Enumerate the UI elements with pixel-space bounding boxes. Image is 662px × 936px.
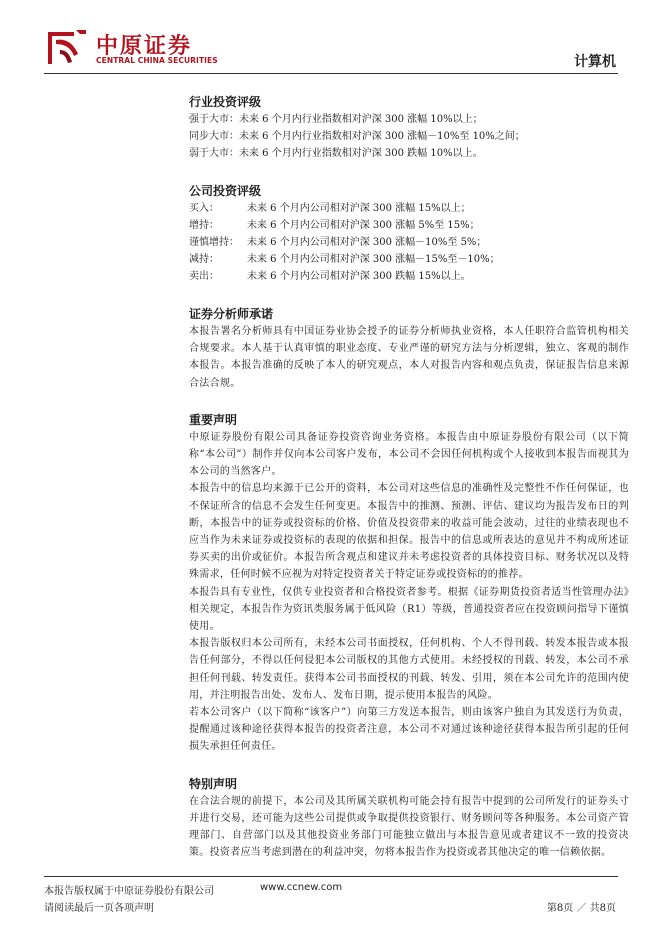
report-category: 计算机 bbox=[574, 54, 616, 70]
main-content bbox=[189, 93, 629, 861]
rating-row bbox=[189, 111, 629, 128]
rating-row bbox=[189, 217, 629, 234]
paragraph: 本报告版权归本公司所有，未经本公司书面授权，任何机构、个人不得刊载、转发本报告或本报告任何部分，不得以任何侵犯本公司版权的其他方式使用。未经授权的刊载、转发，本公司不承担任何刊载、转发责任。获得本公司书面授权的刊载、转发、引用，须在本公司允许的范围内使用，并注明报告出处、发布人、发布日期，提示使用本报告的风险。 bbox=[189, 638, 629, 701]
company-rating-section bbox=[189, 182, 629, 285]
logo-text-en: CENTRAL CHINA SECURITIES bbox=[96, 56, 218, 65]
rating-row bbox=[189, 200, 629, 217]
rating-desc: 未来 6 个月内行业指数相对沪深 300 涨幅－10%至 10%之间； bbox=[239, 131, 525, 142]
paragraph: 本报告具有专业性，仅供专业投资者和合格投资者参考。根据《证券期货投资者适当性管理办法》相关规定，本报告作为资讯类服务属于低风险（R1）等级，普通投资者应在投资顾问指导下谨慎使用。 bbox=[189, 586, 629, 633]
rating-term: 增持： bbox=[189, 220, 219, 231]
rating-desc: 未来 6 个月内公司相对沪深 300 涨幅－10%至 5%； bbox=[247, 237, 487, 248]
company-logo-icon bbox=[44, 26, 90, 66]
footer-copyright: 本报告版权属于中原证券股份有限公司 bbox=[44, 886, 214, 897]
section-title: 证券分析师承诺 bbox=[189, 307, 274, 321]
rating-desc: 未来 6 个月内公司相对沪深 300 涨幅 15%以上； bbox=[247, 203, 471, 214]
paragraph: 在合法合规的前提下，本公司及其所属关联机构可能会持有报告中提到的公司所发行的证券头寸并进行交易，还可能为这些公司提供或争取提供投资银行、财务顾问等各种服务。本公司资产管理部门、自营部门以及其他投资业务部门可能独立做出与本报告意见或者建议不一致的投资决策。投资者应当考虑到潜在的利益冲突，勿将本报告作为投资或者其他决定的唯一信赖依据。 bbox=[189, 795, 629, 859]
footer-divider bbox=[44, 876, 618, 877]
section-title: 行业投资评级 bbox=[189, 95, 262, 109]
industry-rating-section bbox=[189, 93, 629, 162]
rating-term: 买入： bbox=[189, 203, 219, 214]
paragraph: 本报告中的信息均来源于已公开的资料，本公司对这些信息的准确性及完整性不作任何保证，也不保证所含的信息不会发生任何变更。本报告中的推测、预测、评估、建议均为报告发布日的判断，本报告中的证券或投资标的价格、价值及投资带来的收益可能会波动，过往的业绩表现也不应当作为未来证券或投资标的表现的依据和担保。报告中的信息或所表达的意见并不构成所述证券买卖的出价或征价。本报告所含观点和建议并未考虑投资者的具体投资目标、财务状况以及特殊需求，任何时候不应视为对特定投资者关于特定证券或投资标的的推荐。 bbox=[189, 483, 629, 581]
rating-term: 谨慎增持： bbox=[189, 237, 239, 248]
special-notice-section bbox=[189, 775, 629, 862]
rating-term: 卖出： bbox=[189, 271, 219, 282]
important-notice-section bbox=[189, 411, 629, 756]
analyst-commitment-section bbox=[189, 305, 629, 392]
section-title: 公司投资评级 bbox=[189, 184, 262, 198]
footer-url[interactable]: www.ccnew.com bbox=[260, 882, 343, 893]
paragraph: 中原证券股份有限公司具备证券投资咨询业务资格。本报告由中原证券股份有限公司（以下简称“本公司”）制作并仅向本公司客户发布，本公司不会因任何机构或个人接收到本报告而视其为本公司的当然客户。 bbox=[189, 431, 629, 478]
rating-row bbox=[189, 145, 629, 162]
paragraph: 若本公司客户（以下简称“该客户”）向第三方发送本报告，则由该客户独自为其发送行为负责，提醒通过该种途径获得本报告的投资者注意，本公司不对通过该种途径获得本报告所引起的任何损失承担任何责任。 bbox=[189, 707, 629, 753]
rating-desc: 未来 6 个月内行业指数相对沪深 300 涨幅 10%以上； bbox=[239, 114, 483, 125]
rating-term: 同步大市： bbox=[189, 131, 239, 142]
rating-desc: 未来 6 个月内公司相对沪深 300 涨幅－15%至－10%； bbox=[247, 254, 500, 265]
footer-disclaimer-note: 请阅读最后一页各项声明 bbox=[44, 903, 154, 914]
page-header bbox=[0, 0, 662, 80]
page-number: 第8页 ／ 共8页 bbox=[546, 903, 616, 914]
rating-desc: 未来 6 个月内公司相对沪深 300 涨幅 5%至 15%； bbox=[247, 220, 480, 231]
rating-term: 强于大市： bbox=[189, 114, 239, 125]
rating-desc: 未来 6 个月内公司相对沪深 300 跌幅 15%以上。 bbox=[247, 271, 471, 282]
rating-row bbox=[189, 234, 629, 251]
paragraph: 本报告署名分析师具有中国证券业协会授予的证券分析师执业资格，本人任职符合监管机构相关合规要求。本人基于认真审慎的职业态度、专业严谨的研究方法与分析逻辑，独立、客观的制作本报告。本报告准确的反映了本人的研究观点，本人对报告内容和观点负责，保证报告信息来源合法合规。 bbox=[189, 326, 629, 389]
logo-text-cn: 中原证券 bbox=[96, 33, 193, 59]
section-title: 重要声明 bbox=[189, 412, 238, 427]
rating-term: 弱于大市： bbox=[189, 148, 239, 159]
section-title: 特别声明 bbox=[189, 776, 238, 791]
header-divider bbox=[44, 73, 618, 74]
rating-row bbox=[189, 268, 629, 285]
rating-row bbox=[189, 128, 629, 145]
rating-desc: 未来 6 个月内行业指数相对沪深 300 跌幅 10%以上。 bbox=[239, 148, 483, 159]
rating-row bbox=[189, 251, 629, 268]
rating-term: 减持： bbox=[189, 254, 219, 265]
